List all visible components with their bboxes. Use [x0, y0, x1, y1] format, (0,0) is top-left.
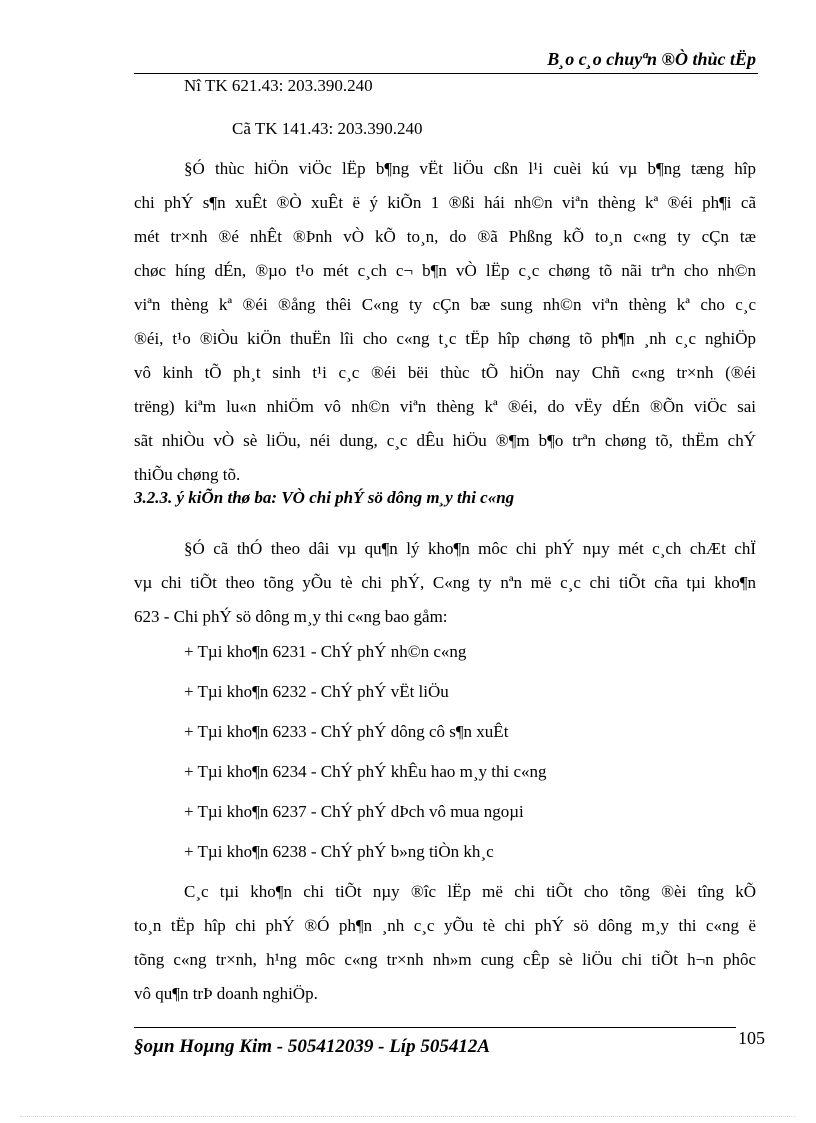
debit-entry: Nî TK 621.43: 203.390.240 — [184, 76, 373, 95]
text-line: chi phÝ s¶n xuÊt ®Ò xuÊt ë ý kiÕn 1 ®ßi hái nh©n viªn thèng kª ®éi ph¶i cã — [134, 193, 756, 212]
account-item: + Tµi kho¶n 6234 - ChÝ phÝ khÊu hao m¸y thi c«ng — [184, 762, 547, 781]
text-line: mét tr×nh ®é nhÊt ®Þnh vÒ kÕ to¸n, do ®ã Phßng kÕ to¸n c«ng ty cÇn tæ — [134, 227, 756, 246]
text-line: trëng) kiªm lu«n nhiÖm vô nh©n viªn thèng kª ®éi, do vËy dÉn ®Õn viÖc sai — [134, 397, 756, 416]
paragraph-machine-costs — [134, 532, 756, 634]
paragraph-recording-statistics — [134, 152, 756, 492]
text-line: §Ó thùc hiÖn viÖc lËp b¶ng vËt liÖu cßn l¹i cuèi kú vµ b¶ng tæng hîp — [184, 159, 756, 178]
section-heading: 3.2.3. ý kiÕn thø ba: VÒ chi phÝ sö dông m¸y thi c«ng — [134, 488, 515, 507]
text-line: vµ chi tiÕt theo tõng yÕu tè chi phÝ, C«ng ty nªn më c¸c chi tiÕt cña tµi kho¶n — [134, 573, 756, 592]
footer-divider — [134, 1027, 736, 1028]
text-line: viªn thèng kª ®éi ®ång thêi C«ng ty cÇn bæ sung nh©n viªn thèng kª cho c¸c — [134, 295, 756, 314]
text-line: thiÕu chøng tõ. — [134, 465, 241, 484]
text-line: 623 - Chi phÝ sö dông m¸y thi c«ng bao gåm: — [134, 607, 448, 626]
text-line: C¸c tµi kho¶n chi tiÕt nµy ®îc lËp më chi tiÕt cho tõng ®èi tîng kÕ — [184, 882, 756, 901]
page-number: 105 — [738, 1028, 765, 1048]
credit-entry: Cã TK 141.43: 203.390.240 — [232, 119, 423, 138]
text-line: ®éi, t¹o ®iÒu kiÖn thuËn lîi cho c«ng t¸c tËp hîp chøng tõ ph¶n ¸nh c¸c nghiÖp — [134, 329, 756, 348]
account-item: + Tµi kho¶n 6231 - ChÝ phÝ nh©n c«ng — [184, 642, 467, 661]
account-item: + Tµi kho¶n 6238 - ChÝ phÝ b»ng tiÒn kh¸c — [184, 842, 494, 861]
report-title: B¸o c¸o chuyªn ®Ò thùc tËp — [547, 49, 756, 69]
text-line: tõng c«ng tr×nh, h¹ng môc c«ng tr×nh nh»m cung cÊp sè liÖu chi tiÕt h¬n phôc — [134, 950, 756, 969]
text-line: vô kinh tÕ ph¸t sinh t¹i c¸c ®éi bëi thùc tÕ hiÖn nay Chñ c«ng tr×nh (®éi — [134, 363, 756, 382]
text-line: §Ó cã thÓ theo dâi vµ qu¶n lý kho¶n môc chi phÝ nµy mét c¸ch chÆt chÏ — [184, 539, 756, 558]
text-line: vô qu¶n trÞ doanh nghiÖp. — [134, 984, 318, 1003]
text-line: sãt nhiÒu vÒ sè liÖu, néi dung, c¸c dÊu hiÖu ®¶m b¶o trªn chøng tõ, thËm chÝ — [134, 431, 756, 450]
account-item: + Tµi kho¶n 6232 - ChÝ phÝ vËt liÖu — [184, 682, 449, 701]
paragraph-detail-accounts — [134, 875, 756, 1011]
account-item: + Tµi kho¶n 6233 - ChÝ phÝ dông cô s¶n xuÊt — [184, 722, 509, 741]
account-item: + Tµi kho¶n 6237 - ChÝ phÝ dÞch vô mua ngoµi — [184, 802, 524, 821]
text-line: chøc híng dÉn, ®µo t¹o mét c¸ch c¬ b¶n vÒ lËp c¸c chøng tõ nãi trªn cho nh©n — [134, 261, 756, 280]
header-divider — [134, 73, 758, 74]
footer-author: §oµn Hoµng Kim - 505412039 - Líp 505412A — [134, 1036, 490, 1057]
text-line: to¸n tËp hîp chi phÝ ®Ó ph¶n ¸nh c¸c yÕu tè chi phÝ sö dông m¸y thi c«ng ë — [134, 916, 756, 935]
page-bottom-border — [20, 1116, 796, 1117]
